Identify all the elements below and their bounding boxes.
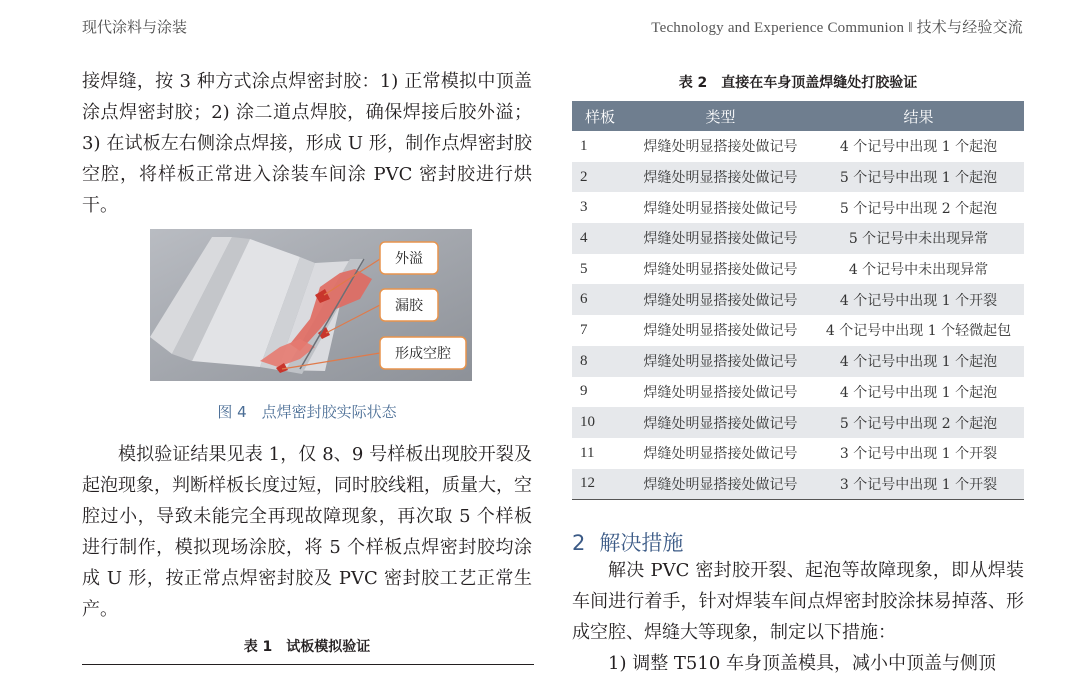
cell-sample: 11 bbox=[580, 444, 595, 461]
table-row bbox=[572, 377, 1024, 408]
paragraph-results: 模拟验证结果见表 1，仅 8、9 号样板出现胶开裂及起泡现象，判断样板长度过短，同时胶线粗，质量大，空腔过小，导致未能完全再现故障现象，再次取 5 个样板进行制作，模拟现场涂胶，将 5 个样板点焊密封胶均涂成 U 形，按正常点焊密封胶及 PVC 密封胶工艺正常生产。 bbox=[82, 444, 532, 620]
table-2-caption: 表 2 直接在车身顶盖焊缝处打胶验证 bbox=[678, 75, 918, 91]
cell-result: 5 个记号中未出现异常 bbox=[813, 223, 1024, 254]
section-2-heading bbox=[572, 527, 683, 557]
cell-type: 焊缝处明显搭接处做记号 bbox=[643, 262, 798, 279]
header-type: 类型 bbox=[628, 101, 813, 131]
paragraph-method: 接焊缝，按 3 种方式涂点焊密封胶：1) 正常模拟中顶盖涂点焊密封胶；2) 涂二道点焊胶，确保焊接后胶外溢；3) 在试板左右侧涂点焊接，形成 U 形，制作点焊密封胶空腔，将样板正常进入涂装车间涂 PVC 密封胶进行烘干。 bbox=[82, 71, 532, 216]
cell-sample: 3 bbox=[580, 199, 588, 216]
table-row bbox=[572, 469, 1024, 500]
cell-result: 4 个记号中出现 1 个轻微起包 bbox=[825, 323, 1012, 340]
table-2 bbox=[572, 101, 1024, 500]
figure-4-caption: 图 4 点焊密封胶实际状态 bbox=[217, 403, 397, 421]
table-1-top-rule bbox=[82, 664, 534, 665]
table-row bbox=[572, 284, 1024, 315]
paragraph-measures: 解决 PVC 密封胶开裂、起泡等故障现象，即从焊装车间进行着手，针对焊装车间点焊密封胶涂抹易掉落、形成空腔、焊缝大等现象，制定以下措施： bbox=[572, 560, 1024, 643]
table-row bbox=[572, 162, 1024, 193]
cell-result: 3 个记号中出现 1 个开裂 bbox=[813, 469, 1024, 500]
right-column-text bbox=[572, 555, 1024, 679]
cell-type: 焊缝处明显搭接处做记号 bbox=[643, 384, 798, 401]
left-column-bottom bbox=[82, 439, 532, 625]
cell-sample: 8 bbox=[572, 346, 628, 377]
label-overflow: 外溢 bbox=[395, 251, 423, 267]
cell-sample: 1 bbox=[580, 137, 588, 154]
cell-type: 焊缝处明显搭接处做记号 bbox=[643, 200, 798, 217]
cell-sample: 5 bbox=[580, 260, 588, 277]
table-row bbox=[572, 192, 1024, 223]
table-2-header-row bbox=[572, 101, 1024, 131]
cell-type: 焊缝处明显搭接处做记号 bbox=[628, 162, 813, 193]
section-header bbox=[651, 16, 1023, 37]
cell-sample: 4 bbox=[572, 223, 628, 254]
cell-type: 焊缝处明显搭接处做记号 bbox=[643, 139, 798, 156]
section-2-title: 解决措施 bbox=[599, 531, 684, 555]
section-header-sep: ‖ bbox=[908, 20, 913, 36]
header-sample: 样板 bbox=[572, 101, 628, 131]
cell-type: 焊缝处明显搭接处做记号 bbox=[628, 223, 813, 254]
cell-sample: 2 bbox=[572, 162, 628, 193]
cell-sample: 7 bbox=[580, 321, 588, 338]
cell-result: 4 个记号中出现 1 个起泡 bbox=[839, 139, 998, 156]
table-row bbox=[572, 315, 1024, 346]
cell-result: 4 个记号中出现 1 个开裂 bbox=[813, 284, 1024, 315]
figure-4-image bbox=[150, 229, 472, 381]
section-header-en: Technology and Experience Communion bbox=[651, 20, 905, 36]
cell-result: 4 个记号中未出现异常 bbox=[848, 262, 989, 279]
cell-sample: 10 bbox=[572, 407, 628, 438]
table-1-caption: 表 1 试板模拟验证 bbox=[243, 639, 371, 655]
table-row bbox=[572, 223, 1024, 254]
left-column-top bbox=[82, 66, 532, 221]
cell-type: 焊缝处明显搭接处做记号 bbox=[628, 469, 813, 500]
cell-type: 焊缝处明显搭接处做记号 bbox=[643, 323, 798, 340]
section-header-cn: 技术与经验交流 bbox=[916, 18, 1023, 36]
table-row bbox=[572, 407, 1024, 438]
cell-type: 焊缝处明显搭接处做记号 bbox=[628, 284, 813, 315]
figure-4 bbox=[150, 229, 472, 381]
cell-result: 5 个记号中出现 2 个起泡 bbox=[813, 407, 1024, 438]
cell-type: 焊缝处明显搭接处做记号 bbox=[643, 446, 798, 463]
label-cavity: 形成空腔 bbox=[395, 346, 451, 362]
table-row bbox=[572, 346, 1024, 377]
cell-type: 焊缝处明显搭接处做记号 bbox=[628, 346, 813, 377]
cell-result: 4 个记号中出现 1 个起泡 bbox=[839, 384, 998, 401]
header-result: 结果 bbox=[813, 101, 1024, 131]
cell-result: 3 个记号中出现 1 个开裂 bbox=[839, 446, 998, 463]
cell-sample: 12 bbox=[572, 469, 628, 500]
journal-title: 现代涂料与涂装 bbox=[82, 18, 188, 36]
table-row bbox=[572, 131, 1024, 162]
cell-sample: 9 bbox=[580, 383, 588, 400]
label-leak: 漏胶 bbox=[395, 298, 423, 314]
section-2-number: 2 bbox=[572, 531, 586, 555]
cell-result: 5 个记号中出现 2 个起泡 bbox=[839, 200, 998, 217]
cell-sample: 6 bbox=[572, 284, 628, 315]
paragraph-measure-1: 1) 调整 T510 车身顶盖模具，减小中顶盖与侧顶 bbox=[608, 653, 997, 674]
cell-type: 焊缝处明显搭接处做记号 bbox=[628, 407, 813, 438]
cell-result: 5 个记号中出现 1 个起泡 bbox=[813, 162, 1024, 193]
table-row bbox=[572, 438, 1024, 469]
table-row bbox=[572, 254, 1024, 285]
cell-result: 4 个记号中出现 1 个起泡 bbox=[813, 346, 1024, 377]
